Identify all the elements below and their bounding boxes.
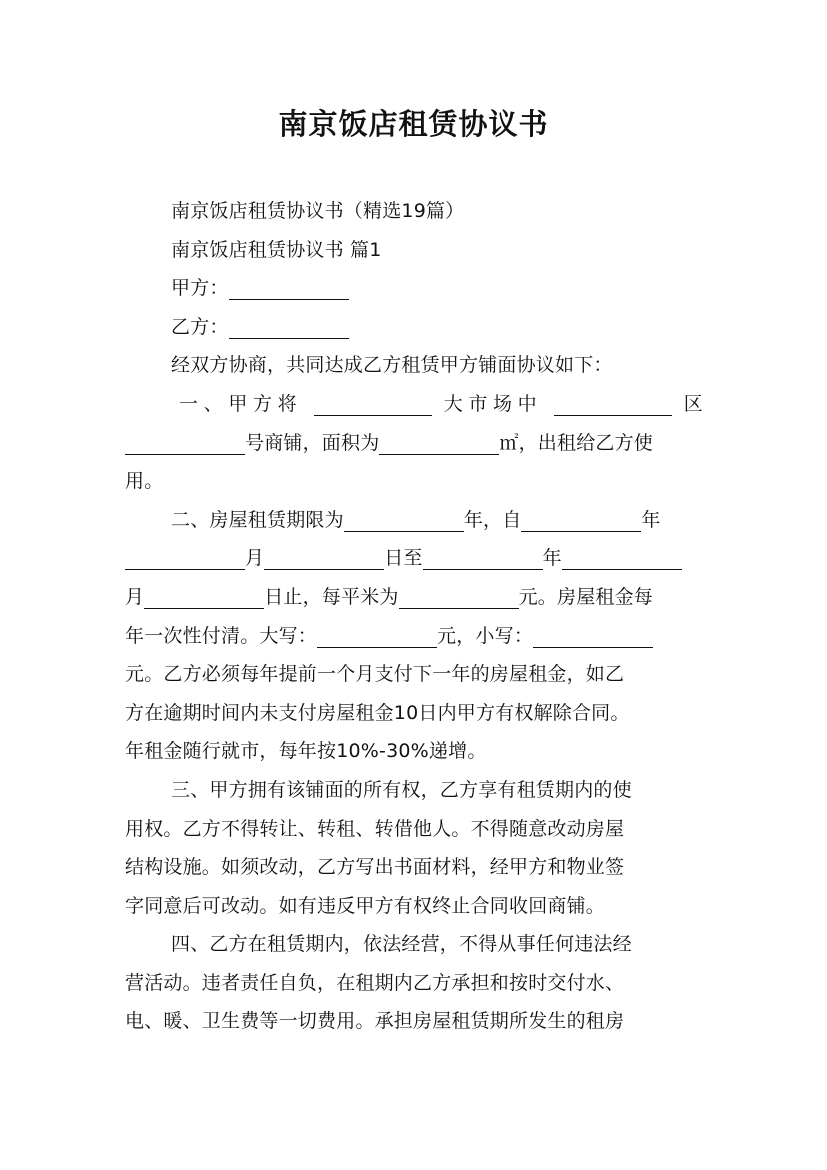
text: 年租金随行就市，每年按10%-30%递增。 bbox=[125, 740, 487, 763]
text: 方在逾期时间内未支付房屋租金10日内甲方有权解除合同。 bbox=[125, 701, 630, 724]
paragraph-line bbox=[125, 848, 703, 887]
text: 月 bbox=[245, 547, 265, 570]
paragraph-line bbox=[125, 539, 703, 578]
fill-blank bbox=[125, 430, 245, 455]
text: 元，小写： bbox=[437, 624, 534, 647]
text: 用权。乙方不得转让、转租、转借他人。不得随意改动房屋 bbox=[125, 817, 625, 840]
paragraph-line bbox=[125, 771, 703, 810]
text: 字同意后可改动。如有违反甲方有权终止合同收回商铺。 bbox=[125, 894, 606, 917]
document-body bbox=[125, 192, 703, 1041]
party-b-line bbox=[125, 308, 703, 347]
paragraph-line bbox=[125, 192, 703, 231]
paragraph-line bbox=[125, 424, 703, 463]
fill-blank bbox=[344, 507, 464, 532]
fill-blank bbox=[229, 314, 349, 339]
text: 南京饭店租赁协议书 篇1 bbox=[171, 238, 382, 261]
party-a-line bbox=[125, 269, 703, 308]
text: 日至 bbox=[384, 547, 423, 570]
text: 一、甲方将 bbox=[179, 392, 303, 415]
document-title: 南京饭店租赁协议书 bbox=[278, 107, 549, 141]
text: 月 bbox=[125, 585, 145, 608]
text: 甲方： bbox=[171, 277, 229, 300]
fill-blank bbox=[317, 623, 437, 648]
paragraph-line bbox=[125, 887, 703, 926]
paragraph-line bbox=[125, 732, 703, 771]
text: 年 bbox=[641, 508, 661, 531]
fill-blank bbox=[379, 430, 499, 455]
text: 用。 bbox=[125, 470, 164, 493]
paragraph-line bbox=[125, 694, 703, 733]
fill-blank bbox=[423, 545, 543, 570]
text: 营活动。违者责任自负，在租期内乙方承担和按时交付水、 bbox=[125, 971, 625, 994]
paragraph-line bbox=[125, 385, 703, 424]
paragraph-line bbox=[125, 617, 703, 656]
fill-blank bbox=[144, 584, 264, 609]
text: 二、房屋租赁期限为 bbox=[171, 508, 344, 531]
paragraph-line bbox=[125, 501, 703, 540]
fill-blank bbox=[533, 623, 653, 648]
fill-blank bbox=[554, 391, 672, 416]
paragraph-line bbox=[125, 346, 703, 385]
fill-blank bbox=[562, 545, 682, 570]
fill-blank bbox=[229, 275, 349, 300]
fill-blank bbox=[399, 584, 519, 609]
text: 年一次性付清。大写： bbox=[125, 624, 318, 647]
text: 号商铺，面积为 bbox=[245, 431, 380, 454]
text: 乙方： bbox=[171, 315, 229, 338]
text: ㎡，出租给乙方使 bbox=[499, 431, 654, 454]
text: 元。乙方必须每年提前一个月支付下一年的房屋租金，如乙 bbox=[125, 663, 625, 686]
fill-blank bbox=[314, 391, 432, 416]
text: 年，自 bbox=[463, 508, 522, 531]
paragraph-line bbox=[125, 810, 703, 849]
text: 元。房屋租金每 bbox=[518, 585, 654, 608]
text: 四、乙方在租赁期内，依法经营，不得从事任何违法经 bbox=[171, 933, 632, 956]
text: 日止，每平米为 bbox=[264, 585, 399, 608]
fill-blank bbox=[125, 545, 245, 570]
text: 区 bbox=[683, 392, 703, 415]
paragraph-line bbox=[125, 462, 703, 501]
paragraph-line bbox=[125, 231, 703, 270]
fill-blank bbox=[521, 507, 641, 532]
paragraph-line bbox=[125, 925, 703, 964]
text: 电、暖、卫生费等一切费用。承担房屋租赁期所发生的租房 bbox=[125, 1010, 625, 1033]
paragraph-line bbox=[125, 655, 703, 694]
text: 南京饭店租赁协议书（精选19篇） bbox=[171, 200, 465, 222]
text: 大市场中 bbox=[443, 392, 543, 415]
paragraph-line bbox=[125, 1002, 703, 1041]
paragraph-line bbox=[125, 964, 703, 1003]
text: 三、甲方拥有该铺面的所有权，乙方享有租赁期内的使 bbox=[171, 778, 632, 801]
text: 经双方协商，共同达成乙方租赁甲方铺面协议如下： bbox=[171, 354, 613, 377]
fill-blank bbox=[264, 545, 384, 570]
text: 年 bbox=[542, 547, 562, 570]
text: 结构设施。如须改动，乙方写出书面材料，经甲方和物业签 bbox=[125, 856, 625, 879]
paragraph-line bbox=[125, 578, 703, 617]
